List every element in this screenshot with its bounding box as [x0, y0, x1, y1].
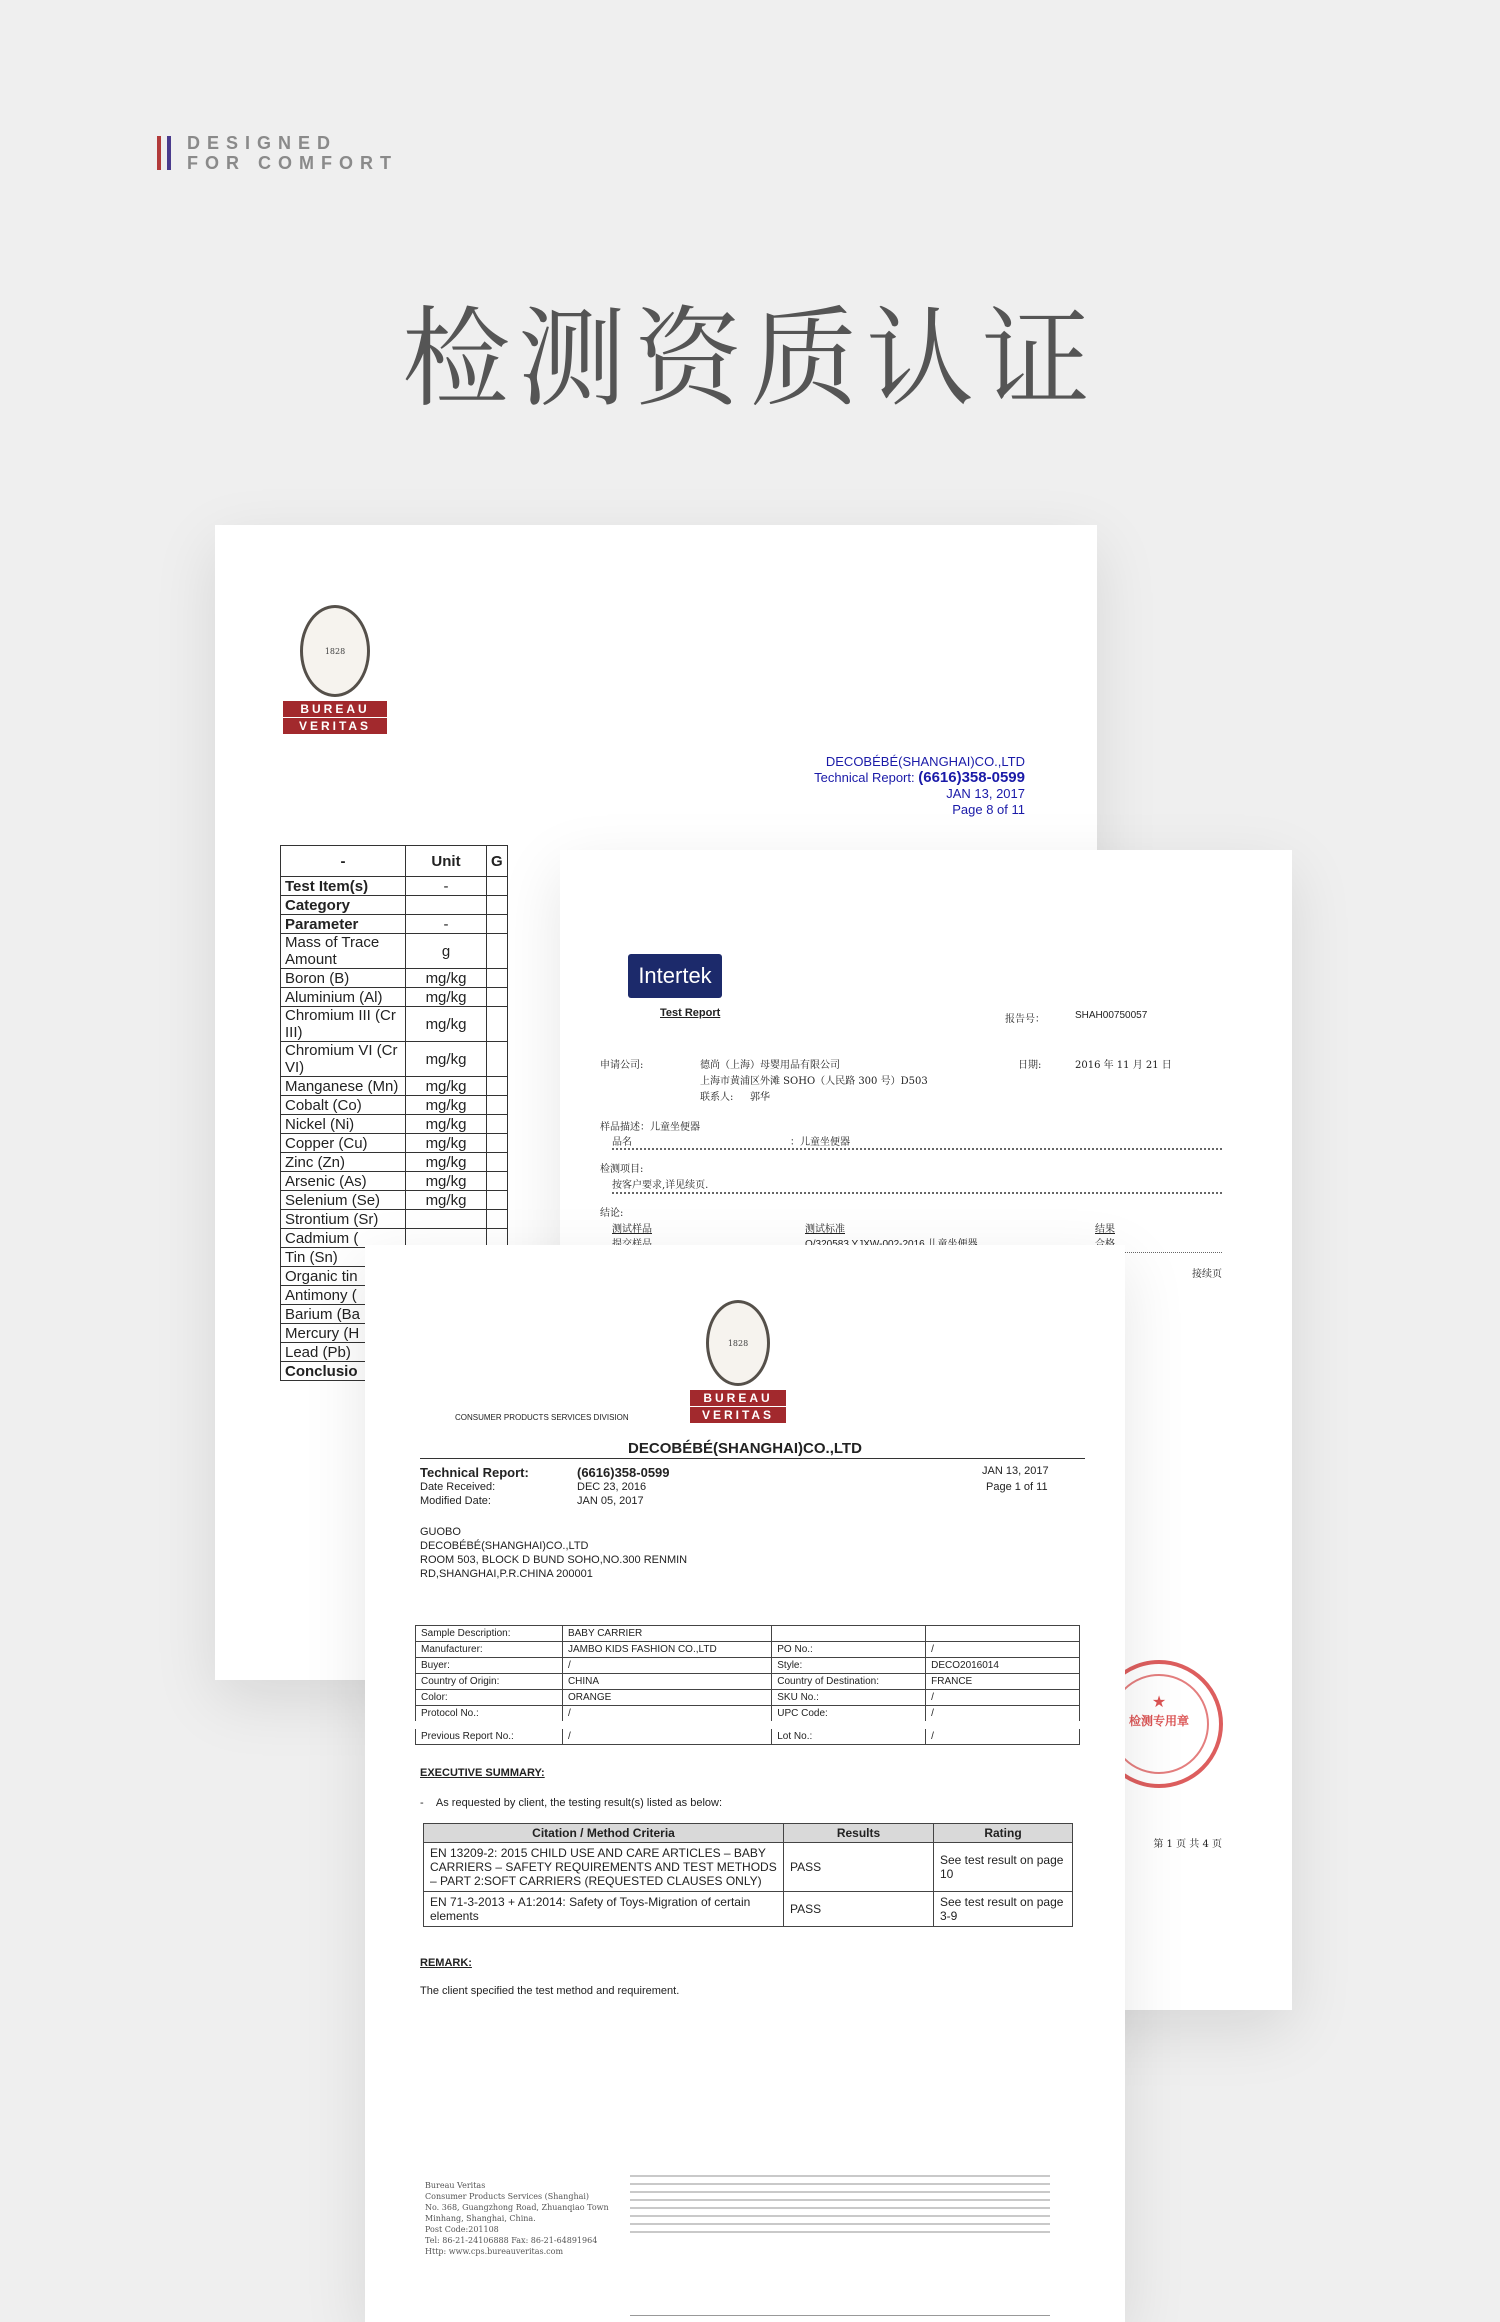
- report-header: [814, 754, 1025, 818]
- table-row: [416, 1674, 1080, 1690]
- footer-address: [425, 2180, 609, 2257]
- document-bv-page-1: [365, 1245, 1125, 2322]
- value-cell: JAMBO KIDS FASHION CO.,LTD: [562, 1642, 771, 1658]
- item-cell: Tin (Sn): [281, 1248, 406, 1267]
- footer-line: Consumer Products Services (Shanghai): [425, 2192, 590, 2201]
- bottom-rule: [630, 2315, 1050, 2316]
- rating-cell: See test result on page 3-9: [934, 1892, 1073, 1927]
- header-cell: Unit: [406, 846, 487, 877]
- table-row: [281, 1172, 508, 1191]
- col-sample-header: 测试样品: [612, 1224, 652, 1235]
- executive-summary-title: EXECUTIVE SUMMARY:: [420, 1767, 545, 1779]
- footer-line: No. 368, Guangzhong Road, Zhuanqiao Town: [425, 2203, 609, 2212]
- item-cell: Chromium VI (Cr VI): [281, 1042, 406, 1077]
- value-cell: /: [926, 1690, 1080, 1706]
- value-cell: CHINA: [562, 1674, 771, 1690]
- table-row: [416, 1626, 1080, 1642]
- bureau-veritas-logo: [283, 605, 387, 734]
- table-row: [281, 1153, 508, 1172]
- footer-disclaimer-lines: [630, 2175, 1050, 2239]
- label-cell: [772, 1626, 926, 1642]
- contact-label: 联系人:: [700, 1092, 734, 1103]
- value-cell: [487, 1153, 508, 1172]
- report-number-line: Technical Report: (6616)358-0599: [814, 769, 1025, 786]
- stamp-star-icon: ★: [1151, 1694, 1167, 1711]
- value-cell: ORANGE: [562, 1690, 771, 1706]
- contact-name: 郭华: [750, 1092, 770, 1103]
- label-cell: Protocol No.:: [416, 1706, 563, 1726]
- rating-cell: See test result on page 10: [934, 1843, 1073, 1892]
- label-cell: Sample Description:: [416, 1626, 563, 1642]
- footer-line: Post Code:201108: [425, 2225, 499, 2234]
- unit-cell: mg/kg: [406, 1007, 487, 1042]
- value-cell: /: [562, 1706, 771, 1726]
- table-row: [416, 1690, 1080, 1706]
- separator-dots: [612, 1148, 1222, 1150]
- value-cell: BABY CARRIER: [562, 1626, 771, 1642]
- date-received-label: Date Received:: [420, 1481, 496, 1493]
- value-cell: FRANCE: [926, 1674, 1080, 1690]
- table-row: [281, 1115, 508, 1134]
- table-row: [416, 1725, 1080, 1745]
- unit-cell: mg/kg: [406, 969, 487, 988]
- item-cell: Selenium (Se): [281, 1191, 406, 1210]
- item-cell: Parameter: [281, 915, 406, 934]
- remark-title: REMARK:: [420, 1957, 472, 1969]
- stamp-text: 检测专用章: [1128, 1714, 1189, 1728]
- table-row: [281, 1042, 508, 1077]
- value-cell: [487, 1096, 508, 1115]
- value-cell: [487, 1134, 508, 1153]
- test-items-value: 按客户要求,详见续页.: [612, 1180, 709, 1191]
- brand-bar-purple: [167, 136, 171, 170]
- report-date: 2016 年 11 月 21 日: [1075, 1060, 1172, 1071]
- test-items-label: 检测项目:: [600, 1164, 644, 1175]
- modified-date-label: Modified Date:: [420, 1495, 491, 1507]
- product-name-label: 品名: [612, 1137, 632, 1148]
- client-address: [420, 1525, 687, 1581]
- report-page: Page 1 of 11: [986, 1481, 1048, 1493]
- company-name: DECOBÉBÉ(SHANGHAI)CO.,LTD: [825, 754, 1025, 769]
- value-cell: [487, 896, 508, 915]
- division-name: CONSUMER PRODUCTS SERVICES DIVISION: [455, 1413, 629, 1422]
- label-cell: SKU No.:: [772, 1690, 926, 1706]
- value-cell: [487, 988, 508, 1007]
- header-cell: -: [281, 846, 406, 877]
- value-cell: /: [926, 1725, 1080, 1745]
- report-page: Page 8 of 11: [952, 802, 1025, 817]
- remark-text: The client specified the test method and requirement.: [420, 1985, 680, 1997]
- unit-cell: mg/kg: [406, 1191, 487, 1210]
- applicant-address: 上海市黄浦区外滩 SOHO（人民路 300 号）D503: [700, 1076, 928, 1087]
- modified-date: JAN 05, 2017: [577, 1495, 644, 1507]
- bureau-veritas-seal-icon: 1828: [300, 605, 370, 697]
- unit-cell: [406, 1210, 487, 1229]
- table-row: [281, 1096, 508, 1115]
- value-cell: [487, 934, 508, 969]
- item-cell: Boron (B): [281, 969, 406, 988]
- table-row: [281, 1191, 508, 1210]
- unit-cell: -: [406, 877, 487, 896]
- label-cell: Lot No.:: [772, 1725, 926, 1745]
- logo-band-bureau: BUREAU: [690, 1390, 786, 1406]
- citation-cell: EN 13209-2: 2015 CHILD USE AND CARE ARTICLES – BABY CARRIERS – SAFETY REQUIREMENTS AND TEST METHODS – PART 2:SOFT CARRIERS (REQUESTED CLAUSES ONLY): [424, 1843, 784, 1892]
- bureau-veritas-seal-icon: 1828: [706, 1300, 770, 1386]
- value-cell: [487, 1077, 508, 1096]
- conclusion-label: 结论:: [600, 1208, 624, 1219]
- label-cell: Style:: [772, 1658, 926, 1674]
- executive-summary-table: [423, 1823, 1073, 1927]
- bureau-veritas-logo: [690, 1300, 786, 1423]
- value-cell: [487, 1191, 508, 1210]
- table-row: [281, 1007, 508, 1042]
- address-line: GUOBO: [420, 1526, 461, 1538]
- label-cell: Country of Destination:: [772, 1674, 926, 1690]
- item-cell: Zinc (Zn): [281, 1153, 406, 1172]
- item-cell: Conclusio: [281, 1362, 406, 1381]
- report-date: JAN 13, 2017: [946, 786, 1025, 801]
- table-row: [416, 1658, 1080, 1674]
- value-cell: /: [562, 1725, 771, 1745]
- label-cell: Country of Origin:: [416, 1674, 563, 1690]
- value-cell: DECO2016014: [926, 1658, 1080, 1674]
- address-line: RD,SHANGHAI,P.R.CHINA 200001: [420, 1568, 593, 1580]
- label-cell: Manufacturer:: [416, 1642, 563, 1658]
- brand-line-2: FOR COMFORT: [187, 153, 398, 173]
- item-cell: Arsenic (As): [281, 1172, 406, 1191]
- brand-line-1: DESIGNED: [187, 133, 338, 153]
- company-name: DECOBÉBÉ(SHANGHAI)CO.,LTD: [628, 1440, 862, 1457]
- report-number: (6616)358-0599: [577, 1465, 670, 1480]
- unit-cell: mg/kg: [406, 1096, 487, 1115]
- label-cell: Color:: [416, 1690, 563, 1706]
- item-cell: Test Item(s): [281, 877, 406, 896]
- logo-band-veritas: VERITAS: [690, 1407, 786, 1423]
- brand-mark: [157, 133, 398, 173]
- value-cell: [487, 915, 508, 934]
- intertek-logo: Intertek: [628, 954, 722, 998]
- value-cell: /: [926, 1642, 1080, 1658]
- table-row: [416, 1642, 1080, 1658]
- item-cell: Cadmium (: [281, 1229, 406, 1248]
- value-cell: /: [562, 1658, 771, 1674]
- footer-line: Tel: 86-21-24106888 Fax: 86-21-64891964: [425, 2236, 598, 2245]
- unit-cell: mg/kg: [406, 1172, 487, 1191]
- separator-dots: [1120, 1252, 1222, 1253]
- date-label: 日期:: [1018, 1060, 1042, 1071]
- exec-header-rating: Rating: [934, 1824, 1073, 1843]
- label-cell: PO No.:: [772, 1642, 926, 1658]
- unit-cell: mg/kg: [406, 1115, 487, 1134]
- value-cell: [487, 1210, 508, 1229]
- value-cell: [487, 969, 508, 988]
- report-number-label: 报告号：: [1005, 1014, 1045, 1025]
- value-cell: [487, 1172, 508, 1191]
- value-cell: [487, 1007, 508, 1042]
- item-cell: Cobalt (Co): [281, 1096, 406, 1115]
- value-cell: [487, 1115, 508, 1134]
- table-row: [281, 934, 508, 969]
- unit-cell: mg/kg: [406, 1153, 487, 1172]
- item-cell: Chromium III (Cr III): [281, 1007, 406, 1042]
- unit-cell: mg/kg: [406, 1077, 487, 1096]
- col-result-header: 结果: [1095, 1224, 1115, 1235]
- table-row: [281, 877, 508, 896]
- unit-cell: mg/kg: [406, 988, 487, 1007]
- table-row: [281, 896, 508, 915]
- header-cell: G: [487, 846, 508, 877]
- item-cell: Barium (Ba: [281, 1305, 406, 1324]
- date-received: DEC 23, 2016: [577, 1481, 647, 1493]
- brand-bars-icon: [157, 136, 171, 170]
- table-header-row: [281, 846, 508, 877]
- product-name: ：儿童坐便器: [790, 1137, 850, 1148]
- item-cell: Manganese (Mn): [281, 1077, 406, 1096]
- item-cell: Lead (Pb): [281, 1343, 406, 1362]
- label-cell: Buyer:: [416, 1658, 563, 1674]
- item-cell: Mass of Trace Amount: [281, 934, 406, 969]
- item-cell: Nickel (Ni): [281, 1115, 406, 1134]
- item-cell: Aluminium (Al): [281, 988, 406, 1007]
- page-title: 检测资质认证: [401, 297, 1098, 422]
- header-rule: [420, 1458, 1085, 1459]
- unit-cell: mg/kg: [406, 1134, 487, 1153]
- table-row: [281, 915, 508, 934]
- unit-cell: [406, 896, 487, 915]
- result-cell: PASS: [784, 1892, 934, 1927]
- exec-header-results: Results: [784, 1824, 934, 1843]
- unit-cell: -: [406, 915, 487, 934]
- footer-line: Bureau Veritas: [425, 2181, 486, 2190]
- item-cell: Organic tin: [281, 1267, 406, 1286]
- continued-note: 接续页: [1192, 1269, 1222, 1280]
- table-row: [424, 1892, 1073, 1927]
- logo-band-bureau: BUREAU: [283, 701, 387, 717]
- table-row: [424, 1843, 1073, 1892]
- address-line: ROOM 503, BLOCK D BUND SOHO,NO.300 RENMIN: [420, 1554, 688, 1566]
- address-line: DECOBÉBÉ(SHANGHAI)CO.,LTD: [420, 1540, 589, 1552]
- exec-header-citation: Citation / Method Criteria: [424, 1824, 784, 1843]
- sample-info-table: [415, 1625, 1080, 1745]
- item-cell: Antimony (: [281, 1286, 406, 1305]
- label-cell: Previous Report No.:: [416, 1725, 563, 1745]
- test-report-title: Test Report: [660, 1007, 721, 1019]
- applicant-label: 申请公司:: [600, 1060, 644, 1071]
- item-cell: Copper (Cu): [281, 1134, 406, 1153]
- brand-bar-red: [157, 136, 161, 170]
- unit-cell: mg/kg: [406, 1042, 487, 1077]
- citation-cell: EN 71-3-2013 + A1:2014: Safety of Toys-Migration of certain elements: [424, 1892, 784, 1927]
- result-cell: PASS: [784, 1843, 934, 1892]
- value-cell: [487, 877, 508, 896]
- item-cell: Mercury (H: [281, 1324, 406, 1343]
- report-number: SHAH00750057: [1075, 1010, 1148, 1021]
- item-cell: Strontium (Sr): [281, 1210, 406, 1229]
- footer-line: Http: www.cps.bureauveritas.com: [425, 2247, 564, 2256]
- page-note: 第 1 页 共 4 页: [1153, 1839, 1222, 1850]
- table-row: [281, 969, 508, 988]
- table-row: [416, 1706, 1080, 1726]
- table-row: [281, 1210, 508, 1229]
- item-cell: Category: [281, 896, 406, 915]
- report-date: JAN 13, 2017: [982, 1465, 1049, 1477]
- sample-description: 样品描述：儿童坐便器: [600, 1122, 700, 1133]
- brand-text: [187, 133, 398, 173]
- value-cell: [926, 1626, 1080, 1642]
- value-cell: [487, 1042, 508, 1077]
- footer-line: Minhang, Shanghai, China.: [425, 2214, 536, 2223]
- separator-dots: [612, 1192, 1222, 1194]
- table-row: [281, 988, 508, 1007]
- unit-cell: g: [406, 934, 487, 969]
- table-row: [281, 1077, 508, 1096]
- report-label: Technical Report:: [420, 1465, 529, 1480]
- label-cell: UPC Code:: [772, 1706, 926, 1726]
- value-cell: /: [926, 1706, 1080, 1726]
- executive-summary-intro: - As requested by client, the testing result(s) listed as below:: [420, 1797, 723, 1809]
- col-standard-header: 测试标准: [805, 1224, 845, 1235]
- table-row: [281, 1134, 508, 1153]
- logo-band-veritas: VERITAS: [283, 718, 387, 734]
- applicant-name: 德尚（上海）母婴用品有限公司: [700, 1060, 840, 1071]
